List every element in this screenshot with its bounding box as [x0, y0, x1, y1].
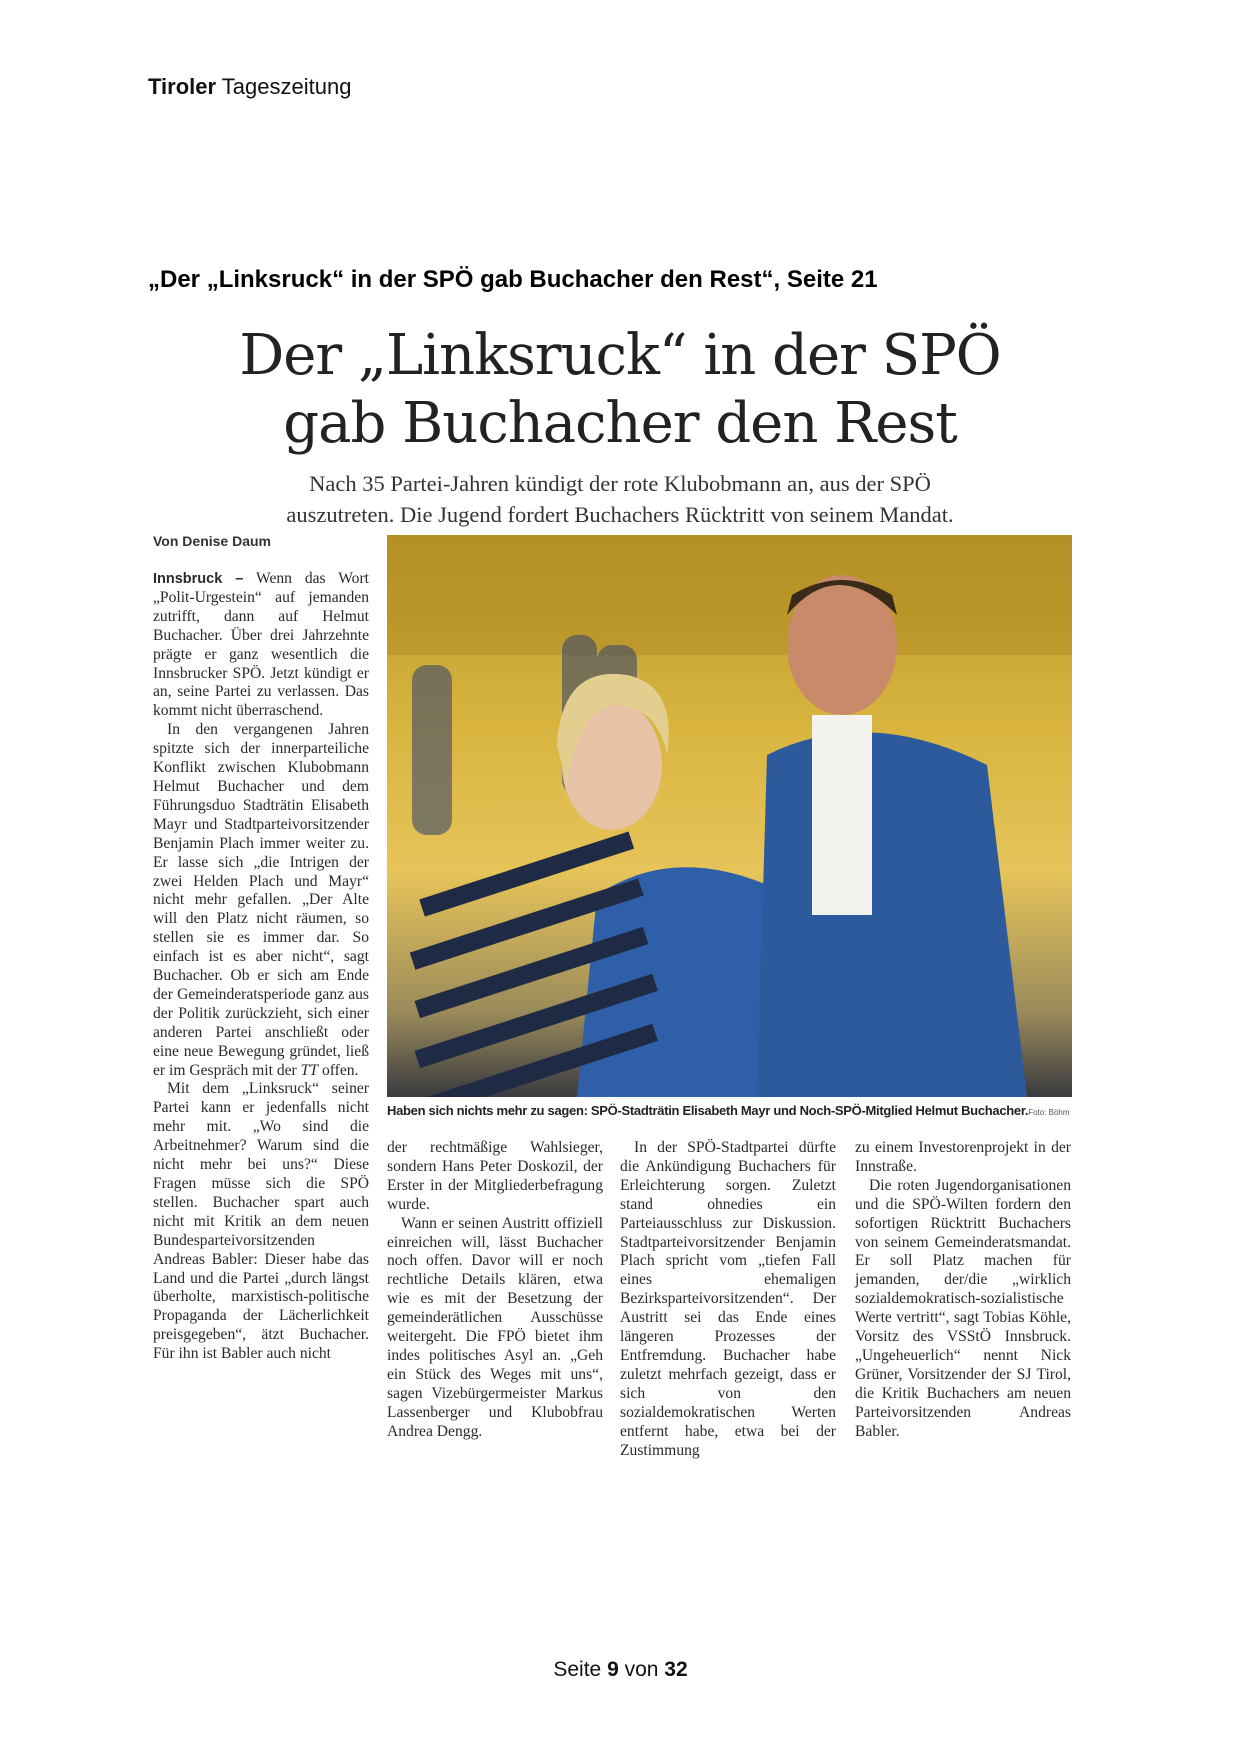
- page-prefix: Seite: [553, 1658, 602, 1681]
- publication-name-rest: Tageszeitung: [221, 74, 352, 99]
- paragraph: Die roten Jugendorganisationen und die SPÖ-Wilten fordern den sofortigen Rücktritt Buchachers von seinem Gemeinderatsmandat. Er soll Platz machen für jemanden, der/die „wirklich sozialdemokratisch-sozialistische Werte vertritt“, sagt Tobias Köhle, Vorsitz des VSStÖ Innsbruck. „Ungeheuerlich“ nennt Nick Grüner, Vorsitzender der SJ Tirol, die Kritik Buchachers am neuen Parteivorsitzenden Andreas Babler.: [855, 1176, 1071, 1440]
- subtitle-line: Nach 35 Partei-Jahren kündigt der rote Klubobmann an, aus der SPÖ: [309, 471, 931, 496]
- paragraph: Wann er seinen Austritt offiziell einreichen will, lässt Buchacher noch offen. Davor will er noch rechtliche Details klären, etwa wie es mit der Besetzung der gemeinderätlichen Ausschüsse weitergeht. Die FPÖ bietet ihm indes politisches Asyl an. „Geh ein Stück des Weges mit uns“, sagen Vizebürgermeister Markus Lassenberger und Klubobfrau Andrea Dengg.: [387, 1214, 603, 1440]
- total-pages: 32: [664, 1658, 688, 1681]
- article-column-4: [855, 1139, 1071, 1442]
- paragraph: der rechtmäßige Wahlsieger, sondern Hans Peter Doskozil, der Erster in der Mitgliederbefragung wurde.: [387, 1139, 603, 1213]
- paragraph: [153, 570, 369, 721]
- article-column-1: [153, 570, 369, 1364]
- caption-text: Haben sich nichts mehr zu sagen: SPÖ-Stadträtin Elisabeth Mayr und Noch-SPÖ-Mitglied Helmut Buchacher.: [387, 1103, 1029, 1118]
- tt-abbrev: TT: [300, 1061, 319, 1079]
- subtitle: [180, 468, 1060, 530]
- current-page: 9: [607, 1658, 619, 1681]
- paragraph: In der SPÖ-Stadtpartei dürfte die Ankündigung Buchachers für Erleichterung sorgen. Zuletzt stand ohnedies ein Parteiausschluss zur Diskussion. Stadtparteivorsitzender Benjamin Plach spricht vom „tiefen Fall eines ehemaligen Bezirksparteivorsitzenden“. Der Austritt sei das Ende eines längeren Prozesses der Entfremdung. Buchacher habe zuletzt mehrfach gezeigt, dass er sich von den sozialdemokratischen Werten entfernt habe, etwa bei der Zustimmung: [620, 1139, 836, 1459]
- publication-name: [148, 74, 351, 100]
- photo-caption: [387, 1103, 1077, 1118]
- dateline: Innsbruck –: [153, 571, 244, 587]
- article-column-2: [387, 1139, 603, 1442]
- paragraph-text: Wenn das Wort „Polit-Urgestein“ auf jemanden zutrifft, dann auf Helmut Buchacher. Über drei Jahrzehnte prägte er ganz wesentlich die Innsbrucker SPÖ. Jetzt kündigt er an, seine Partei zu verlassen. Das kommt nicht überraschend.: [153, 570, 369, 720]
- publication-name-bold: Tiroler: [148, 74, 217, 99]
- headline: [180, 322, 1060, 458]
- headline-line: Der „Linksruck“ in der SPÖ: [239, 323, 1001, 388]
- paragraph: zu einem Investorenprojekt in der Innstraße.: [855, 1139, 1071, 1175]
- paragraph-text: In den vergangenen Jahren spitzte sich der innerparteiliche Konflikt zwischen Klubobmann Helmut Buchacher und dem Führungsduo Stadträtin Elisabeth Mayr und Stadtparteivorsitzender Benjamin Plach immer weiter zu. Er lasse sich „die Intrigen der zwei Helden Plach und Mayr“ nicht mehr gefallen. „Der Alte will den Platz nicht räumen, so stellen sie es immer dar. So einfach ist es aber nicht“, sagt Buchacher. Ob er sich am Ende der Gemeinderatsperiode ganz aus der Politik zurückzieht, sich einer anderen Partei anschließt oder eine neue Bewegung gründet, ließ er im Gespräch mit der: [153, 721, 369, 1079]
- article-column-3: [620, 1139, 836, 1460]
- article-photo: [387, 535, 1072, 1097]
- subtitle-line: auszutreten. Die Jugend fordert Buchachers Rücktritt von seinem Mandat.: [286, 502, 954, 527]
- page-of: von: [624, 1658, 659, 1681]
- photo-credit: Foto: Böhm: [1028, 1108, 1070, 1117]
- paragraph: [153, 721, 369, 1080]
- photo-illustration: [387, 535, 1072, 1097]
- page-number: [0, 1658, 1241, 1682]
- article-reference: „Der „Linksruck“ in der SPÖ gab Buchacher den Rest“, Seite 21: [148, 266, 878, 293]
- paragraph-text: offen.: [321, 1061, 359, 1079]
- paragraph: Mit dem „Linksruck“ seiner Partei kann er jedenfalls nicht mehr mit. „Wo sind die Arbeitnehmer? Warum sind die nicht mehr bei uns?“ Diese Fragen müsse sich die SPÖ stellen. Buchacher spart auch nicht mit Kritik an dem neuen Bundesparteivorsitzenden Andreas Babler: Dieser habe das Land und die Partei „durch längst überholte, marxistisch-politische Propaganda der Lächerlichkeit preisgegeben“, ätzt Buchacher. Für ihn ist Babler auch nicht: [153, 1080, 369, 1363]
- headline-line: gab Buchacher den Rest: [283, 391, 957, 456]
- byline: Von Denise Daum: [153, 533, 271, 549]
